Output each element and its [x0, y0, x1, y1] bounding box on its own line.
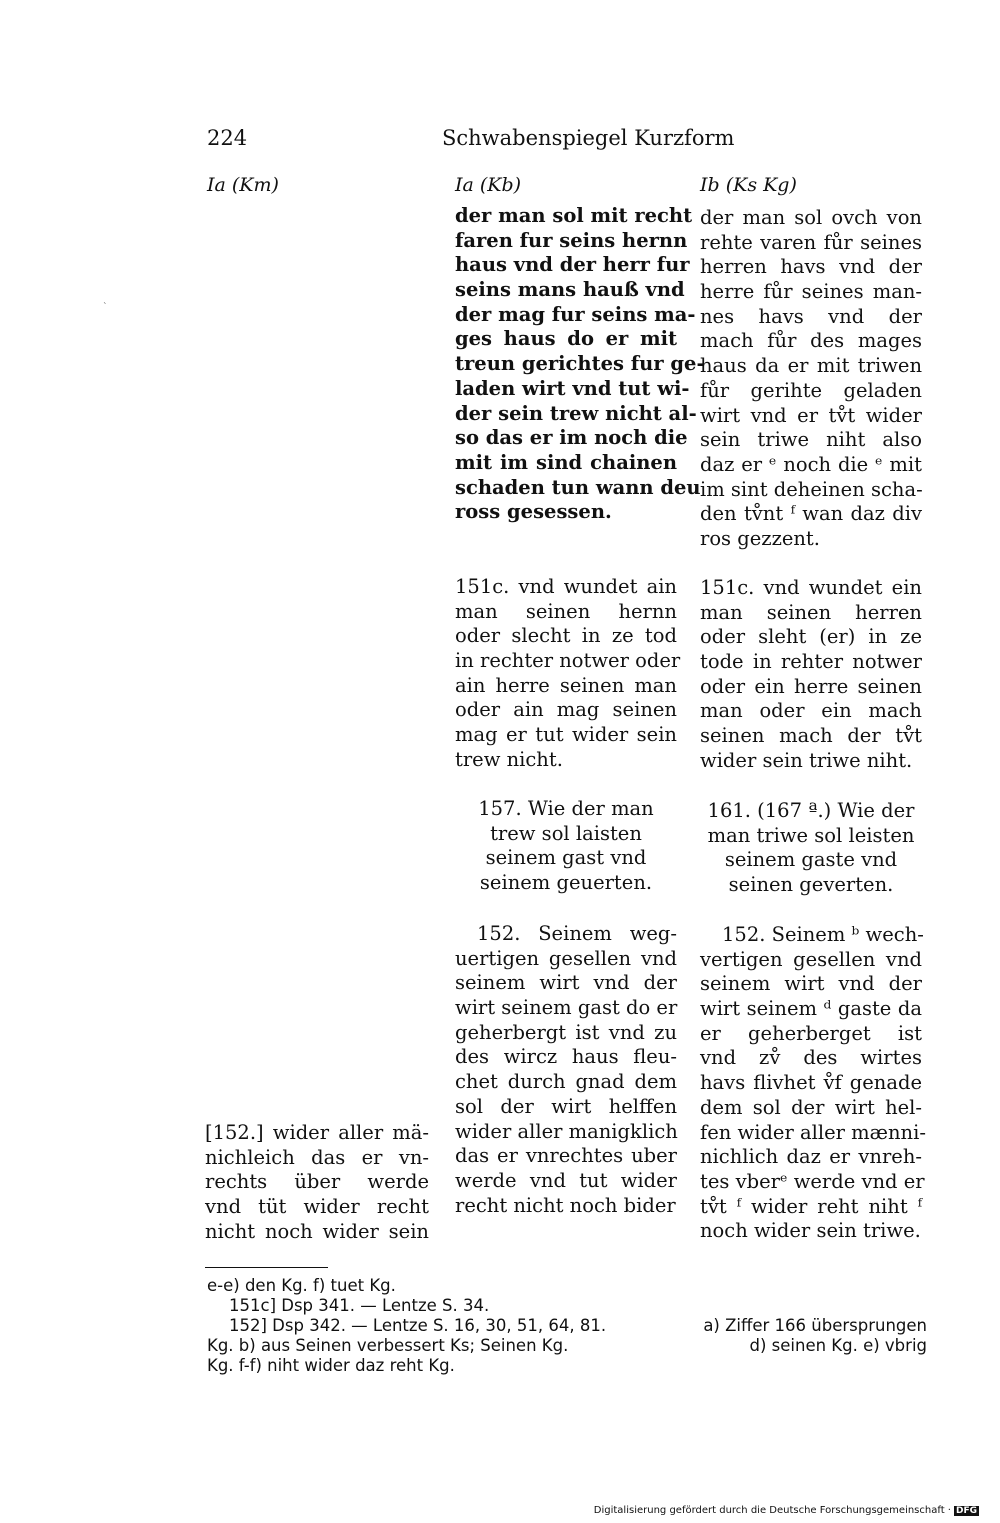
- text-line: haus da er mit triwen: [700, 354, 922, 378]
- text-line: das er vnrechtes uber: [455, 1144, 677, 1168]
- right-paragraph-152: [700, 923, 926, 1244]
- text-line: man triwe sol leisten: [707, 823, 915, 847]
- text-line: 157. Wie der man: [478, 797, 654, 820]
- text-line: geherbergt ist vnd zu: [455, 1020, 677, 1044]
- text-line: man seinen hernn: [455, 599, 677, 623]
- footnotes: [207, 1276, 927, 1376]
- text-line: sein triwe niht also: [700, 428, 922, 452]
- text-line: man seinen herren: [700, 600, 922, 624]
- text-line: seinen mach der tv̊t: [700, 724, 922, 748]
- running-title: Schwabenspiegel Kurzform: [442, 126, 735, 150]
- text-line: wirt seinem ᵈ gaste da: [700, 997, 922, 1021]
- text-line: trew sol laisten: [490, 821, 642, 845]
- footnote-line: [207, 1336, 927, 1356]
- text-line: in rechter notwer oder: [455, 649, 681, 673]
- middle-paragraph-1: [455, 204, 705, 525]
- text-line: seinem gaste vnd: [724, 848, 898, 872]
- text-line: seinem wirt vnd der: [700, 972, 922, 996]
- text-line: schaden tun wann deu: [455, 475, 701, 499]
- text-line: fen wider aller mænni-: [700, 1120, 926, 1144]
- page-number: 224: [207, 126, 248, 150]
- text-line: herren havs vnd der: [700, 255, 922, 279]
- left-paragraph-152: [205, 1121, 429, 1244]
- text-line: er geherberget ist: [700, 1021, 922, 1045]
- text-line: seinem gast vnd: [485, 846, 647, 870]
- text-line: dem sol der wirt hel-: [700, 1095, 922, 1119]
- right-heading-161: [700, 799, 922, 898]
- text-line: oder sleht (er) in ze: [700, 625, 922, 649]
- footnote-text: a) Ziffer 166 übersprungen: [703, 1316, 927, 1335]
- text-line: wider sein triwe niht.: [700, 748, 913, 772]
- text-line: des wircz haus fleu-: [455, 1045, 677, 1069]
- text-line: sol der wirt helffen: [455, 1094, 677, 1118]
- text-line: 152. Seinem ᵇ wech-: [722, 923, 924, 946]
- column-heading-left: Ia (Km): [207, 174, 279, 196]
- text-line: 151c. vnd wundet ein: [700, 576, 922, 599]
- text-line: faren fur seins hernn: [455, 228, 688, 252]
- text-line: daz er ᵉ noch die ᵉ mit: [700, 452, 922, 476]
- text-line: tv̊t ᶠ wider reht niht ᶠ: [700, 1194, 922, 1218]
- text-line: so das er im noch die: [455, 426, 688, 450]
- text-line: herre fůr seines man-: [700, 280, 922, 304]
- text-line: mach fůr des mages: [700, 329, 922, 353]
- text-line: im sint deheinen scha-: [700, 477, 923, 501]
- text-line: werde vnd tut wider: [455, 1168, 677, 1192]
- text-line: den tv̊nt ᶠ wan daz div: [700, 502, 922, 526]
- column-heading-right: Ib (Ks Kg): [700, 174, 797, 196]
- text-line: ross gesessen.: [455, 500, 612, 524]
- scan-speck: `: [103, 303, 108, 313]
- text-line: oder ein herre seinen: [700, 674, 922, 698]
- text-line: ros gezzent.: [700, 526, 820, 550]
- footnote-text: Kg. b) aus Seinen verbessert Ks; Seinen Kg.: [207, 1336, 569, 1355]
- text-line: 152. Seinem weg-: [477, 922, 677, 945]
- column-heading-middle: Ia (Kb): [455, 174, 522, 196]
- text-line: mit im sind chainen: [455, 450, 677, 474]
- text-line: vnd zv̊ des wirtes: [700, 1046, 922, 1070]
- text-line: chet durch gnad dem: [455, 1070, 677, 1094]
- text-line: seins mans hauß vnd: [455, 278, 685, 302]
- footnote-line: [207, 1316, 927, 1336]
- text-line: der sein trew nicht al-: [455, 401, 697, 425]
- text-line: seinem geuerten.: [479, 871, 653, 895]
- dfg-logo: DFG: [955, 1506, 977, 1516]
- text-line: uertigen gesellen vnd: [455, 946, 677, 970]
- text-line: man oder ein mach: [700, 699, 922, 723]
- text-line: rechts über werde: [205, 1170, 429, 1194]
- right-paragraph-151c: [700, 576, 922, 774]
- text-line: der mag fur seins ma-: [455, 302, 696, 326]
- text-line: nes havs vnd der: [700, 304, 922, 328]
- text-line: der man sol ovch von: [700, 206, 922, 229]
- text-line: tes vberᵉ werde vnd er: [700, 1169, 925, 1193]
- text-line: wirt seinem gast do er: [455, 996, 678, 1020]
- text-line: wider aller manigklich: [455, 1119, 678, 1143]
- footnote-line: Kg. f-f) niht wider daz reht Kg.: [207, 1356, 455, 1375]
- footnote-rule: [205, 1267, 328, 1268]
- footnote-text: d) seinen Kg. e) vbrig: [749, 1336, 927, 1355]
- credit-text: Digitalisierung gefördert durch die Deutsche Forschungsgemeinschaft ·: [593, 1505, 951, 1516]
- text-line: 161. (167 ª.) Wie der: [707, 799, 915, 822]
- footnote-line: 151c] Dsp 341. — Lentze S. 34.: [229, 1296, 490, 1315]
- text-line: laden wirt vnd tut wi-: [455, 376, 690, 400]
- text-line: tode in rehter notwer: [700, 650, 922, 674]
- text-line: trew nicht.: [455, 747, 563, 771]
- text-line: fůr gerihte geladen: [700, 378, 922, 402]
- digitization-credit: [594, 1505, 979, 1516]
- right-paragraph-1: [700, 206, 922, 552]
- text-line: 151c. vnd wundet ain: [455, 575, 677, 598]
- footnote-text: 152] Dsp 342. — Lentze S. 16, 30, 51, 64, 81.: [229, 1316, 607, 1335]
- text-line: havs flivhet v̊f genade: [700, 1071, 922, 1095]
- text-line: wirt vnd er tv̊t wider: [700, 403, 922, 427]
- text-line: oder ain mag seinen: [455, 698, 677, 722]
- text-line: noch wider sein triwe.: [700, 1219, 921, 1243]
- text-line: rehte varen fůr seines: [700, 230, 922, 254]
- text-line: haus vnd der herr fur: [455, 253, 690, 277]
- text-line: vnd tüt wider recht: [205, 1195, 429, 1219]
- text-line: seinen geverten.: [728, 873, 894, 897]
- text-line: ain herre seinen man: [455, 673, 677, 697]
- text-line: nicht noch wider sein: [205, 1219, 429, 1243]
- text-line: nichleich das er vn-: [205, 1145, 429, 1169]
- text-line: treun gerichtes fur ge-: [455, 352, 705, 376]
- text-line: oder slecht in ze tod: [455, 624, 677, 648]
- text-line: vertigen gesellen vnd: [700, 947, 922, 971]
- text-line: recht nicht noch bider: [455, 1193, 676, 1217]
- middle-paragraph-151c: [455, 575, 681, 773]
- footnote-line: e-e) den Kg. f) tuet Kg.: [207, 1276, 396, 1295]
- text-line: [152.] wider aller mä-: [205, 1121, 429, 1144]
- text-line: seinem wirt vnd der: [455, 971, 677, 995]
- text-line: ges haus do er mit: [455, 327, 677, 351]
- text-line: der man sol mit recht: [455, 204, 693, 227]
- middle-heading-157: [455, 797, 677, 896]
- middle-paragraph-152: [455, 922, 677, 1218]
- text-line: mag er tut wider sein: [455, 723, 677, 747]
- text-line: nichlich daz er vnreh-: [700, 1145, 922, 1169]
